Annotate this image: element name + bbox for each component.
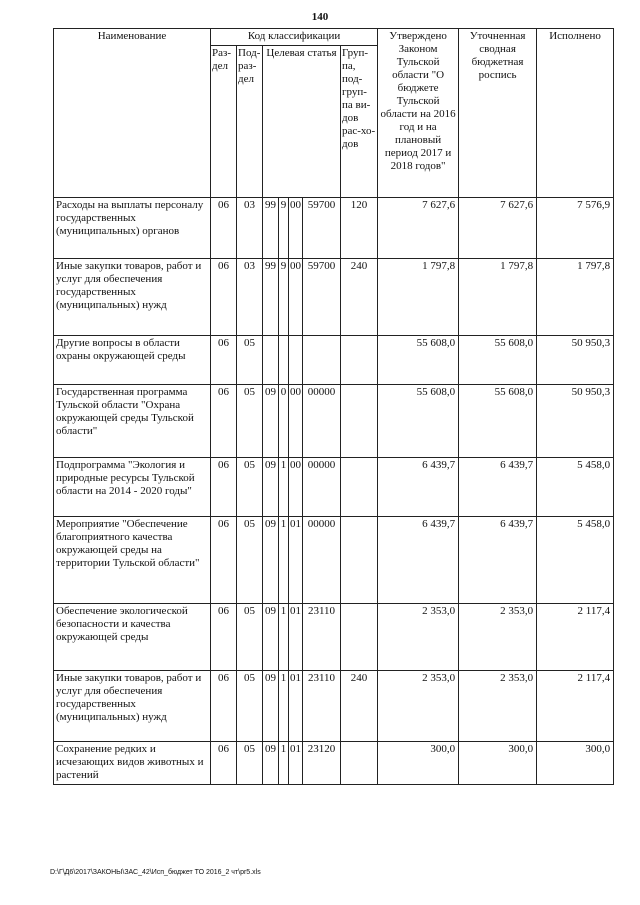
cell-executed: 5 458,0	[537, 517, 614, 604]
cell-t4: 00000	[303, 385, 341, 458]
header-section: Раз-дел	[211, 46, 237, 198]
cell-pr: 05	[237, 742, 263, 785]
cell-t3: 00	[289, 385, 303, 458]
cell-pr: 05	[237, 385, 263, 458]
cell-t2: 0	[279, 385, 289, 458]
cell-t2: 1	[279, 671, 289, 742]
cell-rz: 06	[211, 604, 237, 671]
cell-rz: 06	[211, 517, 237, 604]
cell-refined: 6 439,7	[459, 458, 537, 517]
cell-refined: 55 608,0	[459, 336, 537, 385]
cell-vr	[341, 336, 378, 385]
cell-t4: 23120	[303, 742, 341, 785]
table-row	[54, 259, 614, 336]
cell-t1: 09	[263, 458, 279, 517]
cell-t2: 1	[279, 604, 289, 671]
cell-t4: 00000	[303, 517, 341, 604]
cell-rz: 06	[211, 259, 237, 336]
cell-name: Другие вопросы в области охраны окружающей среды	[54, 336, 211, 385]
cell-t2: 1	[279, 517, 289, 604]
cell-approved: 6 439,7	[378, 517, 459, 604]
cell-approved: 300,0	[378, 742, 459, 785]
cell-executed: 300,0	[537, 742, 614, 785]
cell-t1: 99	[263, 259, 279, 336]
cell-pr: 05	[237, 517, 263, 604]
cell-refined: 1 797,8	[459, 259, 537, 336]
table-row	[54, 671, 614, 742]
cell-name: Государственная программа Тульской области "Охрана окружающей среды Тульской области"	[54, 385, 211, 458]
cell-t2: 9	[279, 198, 289, 259]
cell-name: Мероприятие "Обеспечение благоприятного качества окружающей среды на территории Тульской области"	[54, 517, 211, 604]
header-subsection: Под-раз-дел	[237, 46, 263, 198]
cell-approved: 7 627,6	[378, 198, 459, 259]
cell-approved: 2 353,0	[378, 604, 459, 671]
cell-t3: 01	[289, 742, 303, 785]
cell-approved: 55 608,0	[378, 385, 459, 458]
cell-executed: 1 797,8	[537, 259, 614, 336]
header-expense-group: Груп-па, под-груп-па ви-дов рас-хо-дов	[341, 46, 378, 198]
cell-t1: 09	[263, 385, 279, 458]
cell-pr: 03	[237, 198, 263, 259]
header-executed: Исполнено	[537, 29, 614, 198]
cell-t4: 59700	[303, 198, 341, 259]
cell-t3: 01	[289, 517, 303, 604]
cell-name: Иные закупки товаров, работ и услуг для обеспечения государственных (муниципальных) нужд	[54, 671, 211, 742]
cell-pr: 05	[237, 604, 263, 671]
cell-t2: 1	[279, 458, 289, 517]
cell-t3	[289, 336, 303, 385]
table-row	[54, 385, 614, 458]
table-row	[54, 604, 614, 671]
cell-t3: 00	[289, 458, 303, 517]
cell-rz: 06	[211, 336, 237, 385]
header-approved: Утверждено Законом Тульской области "О бюджете Тульской области на 2016 год и на плановый период 2017 и 2018 годов"	[378, 29, 459, 198]
cell-refined: 2 353,0	[459, 604, 537, 671]
cell-t1: 09	[263, 604, 279, 671]
cell-t4: 23110	[303, 671, 341, 742]
cell-pr: 05	[237, 336, 263, 385]
cell-t4	[303, 336, 341, 385]
cell-rz: 06	[211, 742, 237, 785]
cell-t3: 01	[289, 604, 303, 671]
table-row	[54, 458, 614, 517]
cell-t1	[263, 336, 279, 385]
page-number: 140	[311, 11, 329, 23]
budget-execution-table	[53, 28, 614, 785]
cell-pr: 05	[237, 671, 263, 742]
header-classification-code: Код классификации	[211, 29, 378, 46]
cell-rz: 06	[211, 385, 237, 458]
cell-pr: 03	[237, 259, 263, 336]
cell-t3: 00	[289, 259, 303, 336]
cell-t1: 99	[263, 198, 279, 259]
cell-vr: 240	[341, 671, 378, 742]
cell-refined: 7 627,6	[459, 198, 537, 259]
table-row	[54, 198, 614, 259]
cell-approved: 1 797,8	[378, 259, 459, 336]
cell-refined: 300,0	[459, 742, 537, 785]
cell-t3: 01	[289, 671, 303, 742]
cell-executed: 50 950,3	[537, 385, 614, 458]
table-row	[54, 336, 614, 385]
cell-approved: 55 608,0	[378, 336, 459, 385]
cell-name: Подпрограмма "Экология и природные ресурсы Тульской области на 2014 - 2020 годы"	[54, 458, 211, 517]
cell-vr	[341, 458, 378, 517]
header-target-article: Целевая статья	[263, 46, 341, 198]
cell-vr	[341, 742, 378, 785]
footer-file-path: D:\Г\Д6\2017\ЗАКОНЫ\ЗАС_42\Исп_бюджет ТО 2016_2 чт\pr5.xls	[50, 869, 261, 876]
cell-approved: 6 439,7	[378, 458, 459, 517]
cell-rz: 06	[211, 671, 237, 742]
cell-rz: 06	[211, 458, 237, 517]
cell-approved: 2 353,0	[378, 671, 459, 742]
cell-name: Сохранение редких и исчезающих видов животных и растений	[54, 742, 211, 785]
cell-name: Обеспечение экологической безопасности и качества окружающей среды	[54, 604, 211, 671]
cell-executed: 2 117,4	[537, 671, 614, 742]
cell-executed: 5 458,0	[537, 458, 614, 517]
cell-t1: 09	[263, 671, 279, 742]
cell-vr	[341, 604, 378, 671]
cell-t2: 9	[279, 259, 289, 336]
cell-t4: 23110	[303, 604, 341, 671]
cell-t2: 1	[279, 742, 289, 785]
cell-executed: 50 950,3	[537, 336, 614, 385]
cell-vr: 120	[341, 198, 378, 259]
cell-rz: 06	[211, 198, 237, 259]
cell-pr: 05	[237, 458, 263, 517]
cell-refined: 55 608,0	[459, 385, 537, 458]
header-refined: Уточненная сводная бюджетная роспись	[459, 29, 537, 198]
cell-vr	[341, 385, 378, 458]
cell-t4: 00000	[303, 458, 341, 517]
cell-executed: 2 117,4	[537, 604, 614, 671]
cell-t1: 09	[263, 517, 279, 604]
cell-vr: 240	[341, 259, 378, 336]
header-name: Наименование	[54, 29, 211, 198]
cell-name: Расходы на выплаты персоналу государственных (муниципальных) органов	[54, 198, 211, 259]
cell-t1: 09	[263, 742, 279, 785]
cell-vr	[341, 517, 378, 604]
cell-t4: 59700	[303, 259, 341, 336]
cell-name: Иные закупки товаров, работ и услуг для обеспечения государственных (муниципальных) нужд	[54, 259, 211, 336]
header-row-top	[54, 29, 614, 46]
cell-executed: 7 576,9	[537, 198, 614, 259]
cell-t2	[279, 336, 289, 385]
cell-refined: 2 353,0	[459, 671, 537, 742]
cell-refined: 6 439,7	[459, 517, 537, 604]
table-row	[54, 742, 614, 785]
cell-t3: 00	[289, 198, 303, 259]
table-row	[54, 517, 614, 604]
